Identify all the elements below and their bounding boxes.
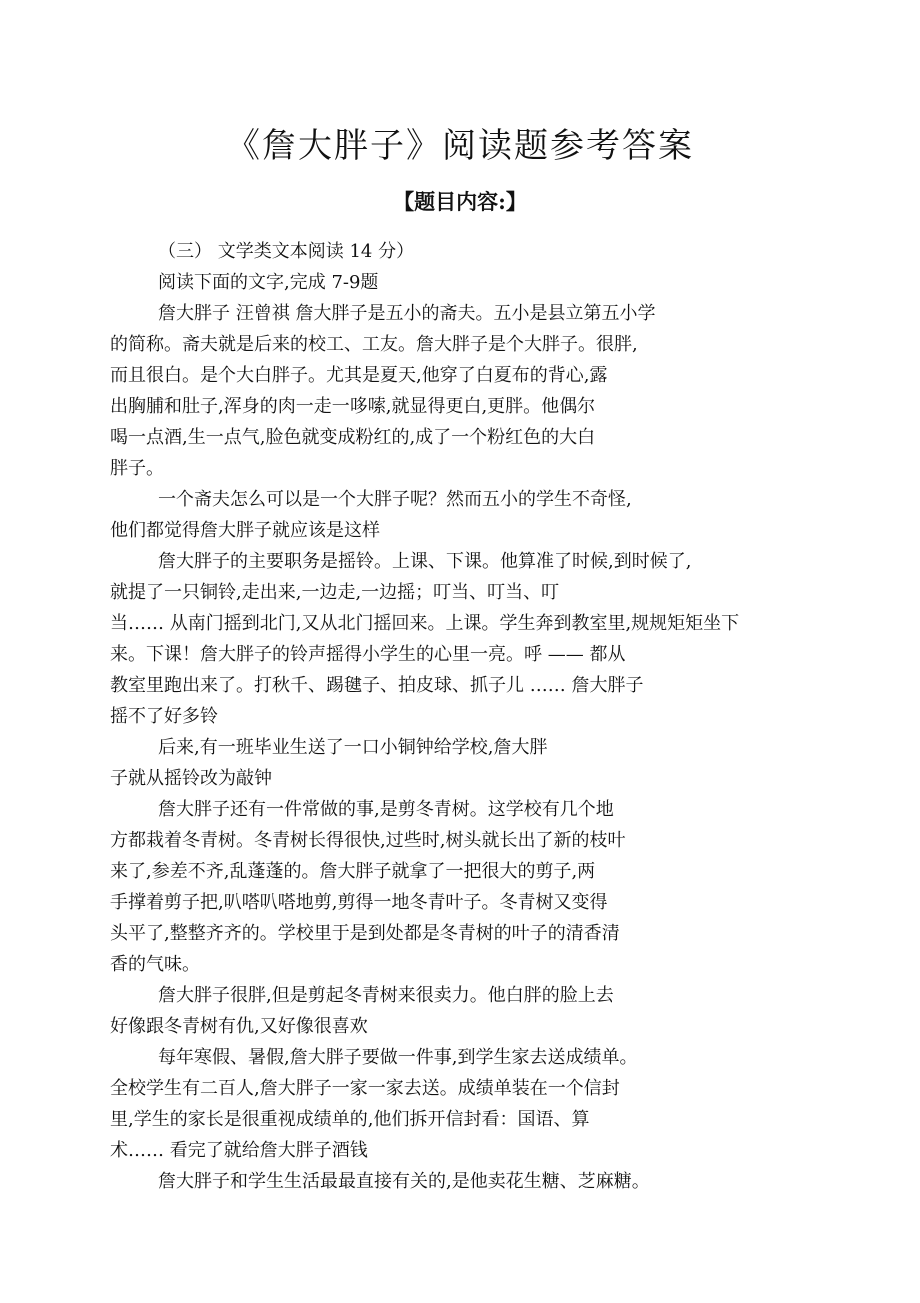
text-line: 头平了,整整齐齐的。学校里于是到处都是冬青树的叶子的清香清 bbox=[110, 923, 620, 944]
text-line: 手撑着剪子把,叭嗒叭嗒地剪,剪得一地冬青叶子。冬青树又变得 bbox=[110, 892, 608, 913]
text-line: 詹大胖子和学生生活最最直接有关的,是他卖花生糖、芝麻糖。 bbox=[158, 1171, 650, 1192]
text-line: 当…… 从南门摇到北门,又从北门摇回来。上课。学生奔到教室里,规规矩矩坐下 bbox=[110, 613, 740, 634]
text-line: 阅读下面的文字,完成 7-9题 bbox=[158, 272, 379, 293]
document-body bbox=[110, 236, 770, 1197]
text-line: 詹大胖子的主要职务是摇铃。上课、下课。他算准了时候,到时候了, bbox=[158, 551, 692, 572]
text-line: 香的气味。 bbox=[110, 954, 200, 975]
text-line: 詹大胖子很胖,但是剪起冬青树来很卖力。他白胖的脸上去 bbox=[158, 985, 614, 1006]
text-line: 就提了一只铜铃,走出来,一边走,一边摇；叮当、叮当、叮 bbox=[110, 582, 560, 603]
text-line: 胖子。 bbox=[110, 458, 164, 479]
text-line: 詹大胖子 汪曾祺 詹大胖子是五小的斋夫。五小是县立第五小学 bbox=[158, 303, 656, 324]
text-line: 教室里跑出来了。打秋千、踢毽子、拍皮球、抓子儿 …… 詹大胖子 bbox=[110, 675, 644, 696]
text-line: 里,学生的家长是很重视成绩单的,他们拆开信封看：国语、算 bbox=[110, 1109, 590, 1130]
text-line: 摇不了好多铃 bbox=[110, 706, 218, 727]
text-line: 好像跟冬青树有仇,又好像很喜欢 bbox=[110, 1016, 368, 1037]
text-line: 来了,参差不齐,乱蓬蓬的。詹大胖子就拿了一把很大的剪子,两 bbox=[110, 861, 596, 882]
text-line: 子就从摇铃改为敲钟 bbox=[110, 768, 272, 789]
text-line: 每年寒假、暑假,詹大胖子要做一件事,到学生家去送成绩单。 bbox=[158, 1047, 638, 1068]
page-subtitle: 【题目内容:】 bbox=[393, 189, 527, 214]
text-line: 一个斋夫怎么可以是一个大胖子呢？然而五小的学生不奇怪, bbox=[158, 489, 632, 510]
text-line: （三） 文学类文本阅读 14 分） bbox=[158, 241, 415, 262]
text-line: 詹大胖子还有一件常做的事,是剪冬青树。这学校有几个地 bbox=[158, 799, 614, 820]
page-title: 《詹大胖子》阅读题参考答案 bbox=[226, 126, 694, 166]
text-line: 方都栽着冬青树。冬青树长得很快,过些时,树头就长出了新的枝叶 bbox=[110, 830, 626, 851]
text-line: 来。下课！詹大胖子的铃声摇得小学生的心里一亮。呼 —— 都从 bbox=[110, 644, 626, 665]
text-line: 他们都觉得詹大胖子就应该是这样 bbox=[110, 520, 380, 541]
text-line: 术…… 看完了就给詹大胖子酒钱 bbox=[110, 1140, 368, 1161]
text-line: 全校学生有二百人,詹大胖子一家一家去送。成绩单装在一个信封 bbox=[110, 1078, 620, 1099]
text-line: 而且很白。是个大白胖子。尤其是夏天,他穿了白夏布的背心,露 bbox=[110, 365, 608, 386]
text-line: 的简称。斋夫就是后来的校工、工友。詹大胖子是个大胖子。很胖, bbox=[110, 334, 638, 355]
text-line: 出胸脯和肚子,浑身的肉一走一哆嗦,就显得更白,更胖。他偶尔 bbox=[110, 396, 596, 417]
text-line: 喝一点酒,生一点气,脸色就变成粉红的,成了一个粉红色的大白 bbox=[110, 427, 596, 448]
text-line: 后来,有一班毕业生送了一口小铜钟给学校,詹大胖 bbox=[158, 737, 548, 758]
